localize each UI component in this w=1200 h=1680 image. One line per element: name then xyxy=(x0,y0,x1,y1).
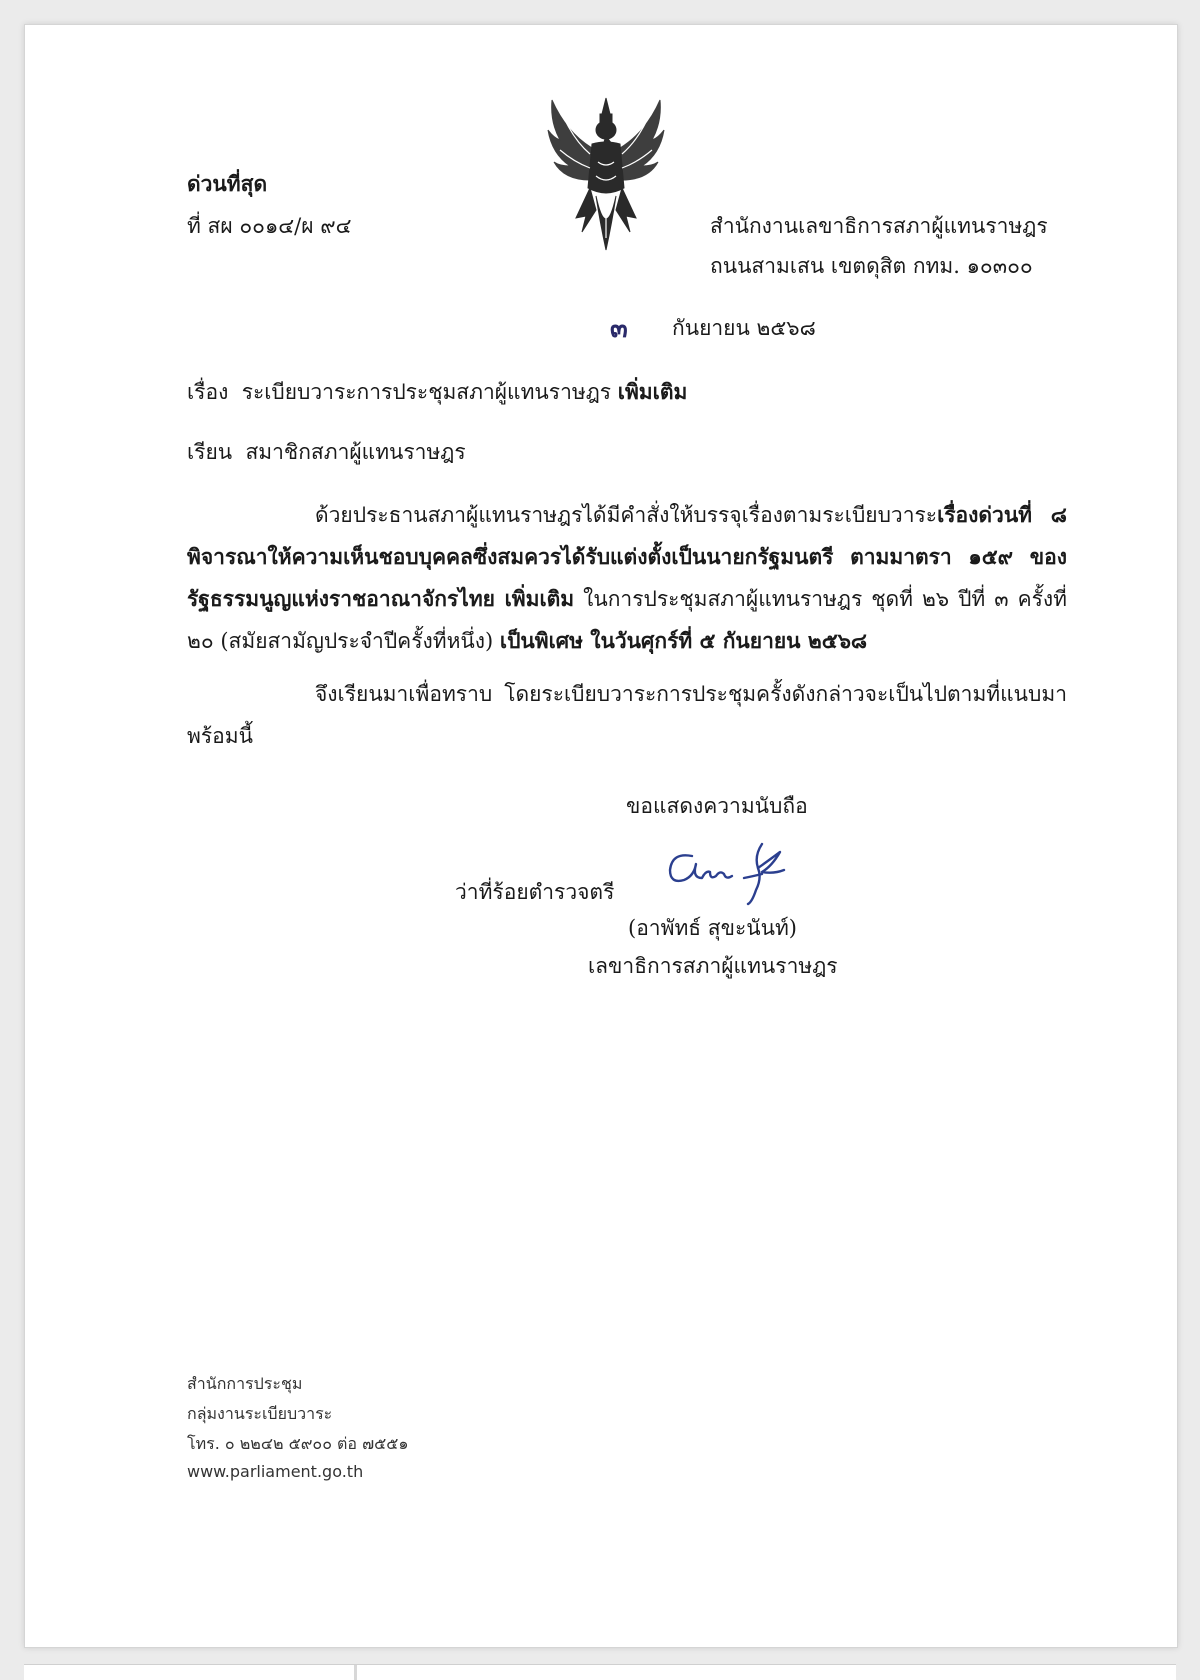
footer-group: กลุ่มงานระเบียบวาระ xyxy=(187,1404,333,1423)
date-month-year: กันยายน ๒๕๖๘ xyxy=(672,316,816,340)
handwritten-signature xyxy=(662,838,802,908)
garuda-emblem-icon xyxy=(546,92,666,254)
date-day: ๓ xyxy=(610,314,628,344)
footer-phone: โทร. ๐ ๒๒๔๒ ๕๙๐๐ ต่อ ๗๕๕๑ xyxy=(187,1434,409,1453)
next-page-edge xyxy=(24,1664,1176,1680)
subject-label: เรื่อง xyxy=(187,380,229,404)
subject-text: ระเบียบวาระการประชุมสภาผู้แทนราษฎร xyxy=(241,380,612,404)
page-divider xyxy=(354,1665,357,1680)
urgency-label: ด่วนที่สุด xyxy=(187,171,268,196)
signer-name: (อาพัทธ์ สุขะนันท์) xyxy=(628,916,797,940)
signer-title: เลขาธิการสภาผู้แทนราษฎร xyxy=(588,954,838,978)
footer-website: www.parliament.go.th xyxy=(187,1462,364,1481)
salutation-label: เรียน xyxy=(187,440,233,464)
body-p1-c: ในการประชุมสภาผู้แทนราษฎร ชุดที่ ๒๖ ปีที่ ๓ ครั้งที่ ๒๐ (สมัยสามัญประจำปีครั้งที่หนึ่ง) xyxy=(187,587,1068,653)
salutation-text: สมาชิกสภาผู้แทนราษฎร xyxy=(245,440,466,464)
reference-number: ที่ สผ ๐๐๑๔/ผ ๙๔ xyxy=(187,214,352,238)
office-name: สำนักงานเลขาธิการสภาผู้แทนราษฎร xyxy=(710,214,1048,238)
body-p1-d: เป็นพิเศษ ในวันศุกร์ที่ ๕ กันยายน ๒๕๖๘ xyxy=(499,628,868,653)
body-p1-b: เรื่องด่วนที่ ๘ พิจารณาให้ความเห็นชอบบุคคลซึ่งสมควรได้รับแต่งตั้งเป็นนายกรัฐมนตรี ตามมาตรา ๑๕๙ ของรัฐธรรมนูญแห่งราชอาณาจักรไทย เพิ่มเติม xyxy=(187,502,1067,611)
body-paragraph-2: จึงเรียนมาเพื่อทราบ โดยระเบียบวาระการประชุมครั้งดังกล่าวจะเป็นไปตามที่แนบมาพร้อมนี้ xyxy=(187,682,1067,748)
body-p1-a: ด้วยประธานสภาผู้แทนราษฎรได้มีคำสั่งให้บรรจุเรื่องตามระเบียบวาระ xyxy=(315,503,938,527)
salutation-line xyxy=(187,436,466,469)
subject-line xyxy=(187,376,687,409)
closing-phrase: ขอแสดงความนับถือ xyxy=(626,794,808,818)
signer-rank: ว่าที่ร้อยตำรวจตรี xyxy=(455,880,615,904)
footer-department: สำนักการประชุม xyxy=(187,1374,303,1393)
office-address: ถนนสามเสน เขตดุสิต กทม. ๑๐๓๐๐ xyxy=(710,254,1033,278)
body-paragraph-1 xyxy=(187,494,1067,662)
subject-bold: เพิ่มเติม xyxy=(617,379,688,404)
